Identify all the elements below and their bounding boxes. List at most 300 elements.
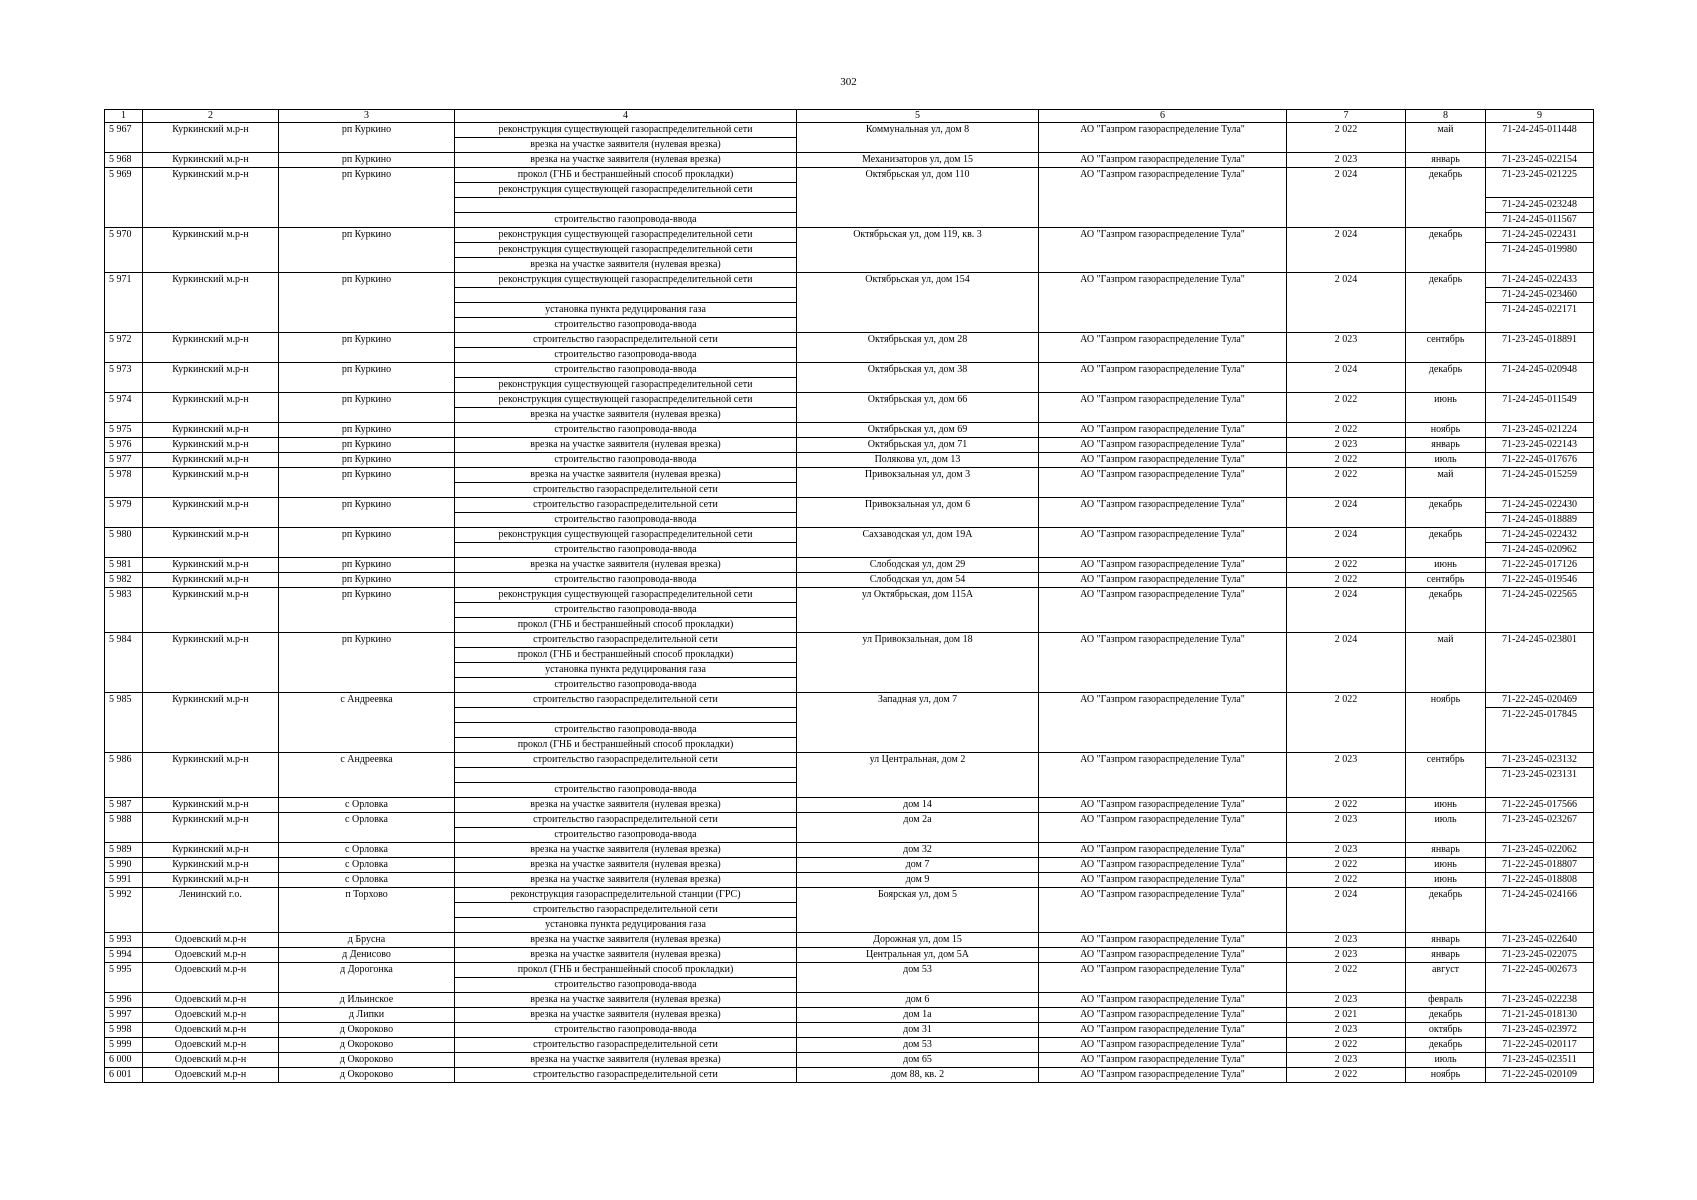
organization-cell: АО "Газпром газораспределение Тула" xyxy=(1039,168,1287,228)
district-cell: Одоевский м.р-н xyxy=(143,1023,279,1038)
year-cell: 2 024 xyxy=(1287,588,1406,633)
address-cell: Слободская ул, дом 29 xyxy=(797,558,1039,573)
work-type-cell: строительство газопровода-ввода xyxy=(455,423,797,438)
year-cell: 2 024 xyxy=(1287,528,1406,558)
request-code-cell: 71-23-245-018891 xyxy=(1486,333,1594,348)
locality-cell: д Окороково xyxy=(279,1053,455,1068)
locality-cell: рп Куркино xyxy=(279,393,455,423)
locality-cell: с Орловка xyxy=(279,798,455,813)
year-cell: 2 022 xyxy=(1287,1068,1406,1083)
work-type-cell: строительство газопровода-ввода xyxy=(455,363,797,378)
year-cell: 2 022 xyxy=(1287,798,1406,813)
table-row xyxy=(105,168,1594,183)
year-cell: 2 023 xyxy=(1287,993,1406,1008)
work-type-cell: врезка на участке заявителя (нулевая врезка) xyxy=(455,948,797,963)
row-number-cell: 5 979 xyxy=(105,498,143,528)
work-type-cell: строительство газопровода-ввода xyxy=(455,828,797,843)
table-row xyxy=(105,528,1594,543)
work-type-cell: врезка на участке заявителя (нулевая врезка) xyxy=(455,858,797,873)
district-cell: Куркинский м.р-н xyxy=(143,453,279,468)
address-cell: дом 53 xyxy=(797,963,1039,993)
request-code-cell: 71-23-245-022143 xyxy=(1486,438,1594,453)
district-cell: Одоевский м.р-н xyxy=(143,948,279,963)
locality-cell: д Брусна xyxy=(279,933,455,948)
work-type-cell: врезка на участке заявителя (нулевая врезка) xyxy=(455,933,797,948)
work-type-cell: установка пункта редуцирования газа xyxy=(455,918,797,933)
year-cell: 2 022 xyxy=(1287,873,1406,888)
organization-cell: АО "Газпром газораспределение Тула" xyxy=(1039,993,1287,1008)
request-code-cell: 71-24-245-023801 xyxy=(1486,633,1594,648)
work-type-cell: прокол (ГНБ и бестраншейный способ прокладки) xyxy=(455,168,797,183)
address-cell: Октябрьская ул, дом 119, кв. 3 xyxy=(797,228,1039,273)
locality-cell: рп Куркино xyxy=(279,633,455,693)
locality-cell: рп Куркино xyxy=(279,123,455,153)
organization-cell: АО "Газпром газораспределение Тула" xyxy=(1039,1038,1287,1053)
work-type-cell: строительство газопровода-ввода xyxy=(455,318,797,333)
month-cell: июнь xyxy=(1406,798,1486,813)
work-type-cell: реконструкция существующей газораспределительной сети xyxy=(455,378,797,393)
district-cell: Куркинский м.р-н xyxy=(143,633,279,693)
work-type-cell xyxy=(455,198,797,213)
work-type-cell xyxy=(455,708,797,723)
column-header: 6 xyxy=(1039,110,1287,123)
work-type-cell: строительство газораспределительной сети xyxy=(455,633,797,648)
request-code-cell: 71-24-245-022433 xyxy=(1486,273,1594,288)
table-row xyxy=(105,693,1594,708)
row-number-cell: 5 992 xyxy=(105,888,143,933)
organization-cell: АО "Газпром газораспределение Тула" xyxy=(1039,843,1287,858)
row-number-cell: 5 990 xyxy=(105,858,143,873)
month-cell: декабрь xyxy=(1406,273,1486,333)
year-cell: 2 024 xyxy=(1287,888,1406,933)
row-number-cell: 5 975 xyxy=(105,423,143,438)
address-cell: Коммунальная ул, дом 8 xyxy=(797,123,1039,153)
district-cell: Одоевский м.р-н xyxy=(143,963,279,993)
request-code-cell: 71-21-245-018130 xyxy=(1486,1008,1594,1023)
table-row xyxy=(105,1008,1594,1023)
district-cell: Куркинский м.р-н xyxy=(143,873,279,888)
request-code-cell: 71-23-245-023132 xyxy=(1486,753,1594,768)
locality-cell: д Окороково xyxy=(279,1068,455,1083)
table-row xyxy=(105,588,1594,603)
work-type-cell: строительство газопровода-ввода xyxy=(455,678,797,693)
table-row xyxy=(105,1053,1594,1068)
table-row xyxy=(105,423,1594,438)
organization-cell: АО "Газпром газораспределение Тула" xyxy=(1039,333,1287,363)
year-cell: 2 021 xyxy=(1287,1008,1406,1023)
locality-cell: с Орловка xyxy=(279,858,455,873)
district-cell: Куркинский м.р-н xyxy=(143,393,279,423)
work-type-cell: строительство газопровода-ввода xyxy=(455,348,797,363)
address-cell: Привокзальная ул, дом 6 xyxy=(797,498,1039,528)
work-type-cell: врезка на участке заявителя (нулевая врезка) xyxy=(455,993,797,1008)
row-number-cell: 5 973 xyxy=(105,363,143,393)
locality-cell: с Орловка xyxy=(279,813,455,843)
organization-cell: АО "Газпром газораспределение Тула" xyxy=(1039,1008,1287,1023)
locality-cell: д Липки xyxy=(279,1008,455,1023)
locality-cell: с Андреевка xyxy=(279,693,455,753)
table-row xyxy=(105,153,1594,168)
address-cell: Дорожная ул, дом 15 xyxy=(797,933,1039,948)
request-code-cell: 71-23-245-021225 xyxy=(1486,168,1594,183)
work-type-cell: прокол (ГНБ и бестраншейный способ прокладки) xyxy=(455,618,797,633)
locality-cell: рп Куркино xyxy=(279,333,455,363)
row-number-cell: 5 991 xyxy=(105,873,143,888)
locality-cell: рп Куркино xyxy=(279,168,455,228)
row-number-cell: 5 969 xyxy=(105,168,143,228)
request-code-cell: 71-24-245-020962 xyxy=(1486,543,1594,558)
organization-cell: АО "Газпром газораспределение Тула" xyxy=(1039,453,1287,468)
locality-cell: д Ильинское xyxy=(279,993,455,1008)
locality-cell: д Окороково xyxy=(279,1023,455,1038)
month-cell: декабрь xyxy=(1406,588,1486,633)
row-number-cell: 5 977 xyxy=(105,453,143,468)
table-row xyxy=(105,858,1594,873)
address-cell: Западная ул, дом 7 xyxy=(797,693,1039,753)
table-row xyxy=(105,228,1594,243)
month-cell: сентябрь xyxy=(1406,573,1486,588)
year-cell: 2 022 xyxy=(1287,693,1406,753)
request-code-cell: 71-23-245-023972 xyxy=(1486,1023,1594,1038)
table-row xyxy=(105,123,1594,138)
month-cell: декабрь xyxy=(1406,168,1486,228)
organization-cell: АО "Газпром газораспределение Тула" xyxy=(1039,798,1287,813)
organization-cell: АО "Газпром газораспределение Тула" xyxy=(1039,753,1287,798)
work-type-cell: строительство газораспределительной сети xyxy=(455,813,797,828)
organization-cell: АО "Газпром газораспределение Тула" xyxy=(1039,693,1287,753)
month-cell: август xyxy=(1406,963,1486,993)
month-cell: декабрь xyxy=(1406,528,1486,558)
column-header: 4 xyxy=(455,110,797,123)
request-code-cell xyxy=(1486,978,1594,993)
table-row xyxy=(105,468,1594,483)
work-type-cell: прокол (ГНБ и бестраншейный способ прокладки) xyxy=(455,963,797,978)
district-cell: Куркинский м.р-н xyxy=(143,153,279,168)
request-code-cell: 71-22-245-017676 xyxy=(1486,453,1594,468)
table-row xyxy=(105,933,1594,948)
address-cell: дом 2а xyxy=(797,813,1039,843)
work-type-cell: врезка на участке заявителя (нулевая врезка) xyxy=(455,843,797,858)
year-cell: 2 023 xyxy=(1287,438,1406,453)
year-cell: 2 022 xyxy=(1287,423,1406,438)
table-row xyxy=(105,363,1594,378)
address-cell: Октябрьская ул, дом 66 xyxy=(797,393,1039,423)
organization-cell: АО "Газпром газораспределение Тула" xyxy=(1039,1053,1287,1068)
work-type-cell: реконструкция существующей газораспределительной сети xyxy=(455,183,797,198)
year-cell: 2 023 xyxy=(1287,1053,1406,1068)
work-type-cell: врезка на участке заявителя (нулевая врезка) xyxy=(455,258,797,273)
row-number-cell: 5 982 xyxy=(105,573,143,588)
request-code-cell xyxy=(1486,603,1594,618)
table-row xyxy=(105,453,1594,468)
table-row xyxy=(105,948,1594,963)
locality-cell: с Андреевка xyxy=(279,753,455,798)
request-code-cell: 71-23-245-022154 xyxy=(1486,153,1594,168)
request-code-cell: 71-22-245-020117 xyxy=(1486,1038,1594,1053)
address-cell: ул Центральная, дом 2 xyxy=(797,753,1039,798)
year-cell: 2 024 xyxy=(1287,498,1406,528)
address-cell: дом 32 xyxy=(797,843,1039,858)
request-code-cell: 71-23-245-023267 xyxy=(1486,813,1594,828)
request-code-cell: 71-23-245-023131 xyxy=(1486,768,1594,783)
work-type-cell: врезка на участке заявителя (нулевая врезка) xyxy=(455,798,797,813)
locality-cell: рп Куркино xyxy=(279,588,455,633)
request-code-cell xyxy=(1486,918,1594,933)
work-type-cell: строительство газопровода-ввода xyxy=(455,783,797,798)
work-type-cell: строительство газопровода-ввода xyxy=(455,573,797,588)
request-code-cell: 71-22-245-017126 xyxy=(1486,558,1594,573)
request-code-cell xyxy=(1486,378,1594,393)
month-cell: декабрь xyxy=(1406,228,1486,273)
locality-cell: рп Куркино xyxy=(279,558,455,573)
address-cell: дом 14 xyxy=(797,798,1039,813)
column-header: 3 xyxy=(279,110,455,123)
district-cell: Куркинский м.р-н xyxy=(143,528,279,558)
table-row xyxy=(105,393,1594,408)
district-cell: Куркинский м.р-н xyxy=(143,498,279,528)
table-row xyxy=(105,573,1594,588)
month-cell: сентябрь xyxy=(1406,753,1486,798)
work-type-cell: строительство газопровода-ввода xyxy=(455,1023,797,1038)
address-cell: Октябрьская ул, дом 28 xyxy=(797,333,1039,363)
district-cell: Куркинский м.р-н xyxy=(143,753,279,798)
work-type-cell: строительство газораспределительной сети xyxy=(455,753,797,768)
work-type-cell: строительство газопровода-ввода xyxy=(455,603,797,618)
district-cell: Одоевский м.р-н xyxy=(143,933,279,948)
district-cell: Куркинский м.р-н xyxy=(143,693,279,753)
district-cell: Куркинский м.р-н xyxy=(143,858,279,873)
locality-cell: рп Куркино xyxy=(279,468,455,498)
year-cell: 2 023 xyxy=(1287,1023,1406,1038)
request-code-cell: 71-23-245-022238 xyxy=(1486,993,1594,1008)
locality-cell: д Дорогонка xyxy=(279,963,455,993)
row-number-cell: 5 987 xyxy=(105,798,143,813)
address-cell: Слободская ул, дом 54 xyxy=(797,573,1039,588)
locality-cell: рп Куркино xyxy=(279,363,455,393)
table-row xyxy=(105,993,1594,1008)
month-cell: июль xyxy=(1406,1053,1486,1068)
request-code-cell: 71-22-245-020109 xyxy=(1486,1068,1594,1083)
organization-cell: АО "Газпром газораспределение Тула" xyxy=(1039,468,1287,498)
address-cell: Октябрьская ул, дом 69 xyxy=(797,423,1039,438)
organization-cell: АО "Газпром газораспределение Тула" xyxy=(1039,363,1287,393)
year-cell: 2 023 xyxy=(1287,948,1406,963)
organization-cell: АО "Газпром газораспределение Тула" xyxy=(1039,558,1287,573)
address-cell: дом 1а xyxy=(797,1008,1039,1023)
year-cell: 2 022 xyxy=(1287,453,1406,468)
table-row xyxy=(105,558,1594,573)
month-cell: ноябрь xyxy=(1406,1068,1486,1083)
request-code-cell xyxy=(1486,783,1594,798)
table-row xyxy=(105,843,1594,858)
request-code-cell: 71-22-245-020469 xyxy=(1486,693,1594,708)
work-type-cell: врезка на участке заявителя (нулевая врезка) xyxy=(455,438,797,453)
address-cell: Сахзаводская ул, дом 19А xyxy=(797,528,1039,558)
work-type-cell: строительство газораспределительной сети xyxy=(455,498,797,513)
row-number-cell: 5 968 xyxy=(105,153,143,168)
year-cell: 2 024 xyxy=(1287,633,1406,693)
district-cell: Куркинский м.р-н xyxy=(143,588,279,633)
table-row xyxy=(105,873,1594,888)
address-cell: дом 88, кв. 2 xyxy=(797,1068,1039,1083)
work-type-cell: прокол (ГНБ и бестраншейный способ прокладки) xyxy=(455,648,797,663)
table-row xyxy=(105,813,1594,828)
address-cell: дом 31 xyxy=(797,1023,1039,1038)
request-code-cell xyxy=(1486,903,1594,918)
district-cell: Куркинский м.р-н xyxy=(143,843,279,858)
organization-cell: АО "Газпром газораспределение Тула" xyxy=(1039,153,1287,168)
row-number-cell: 6 001 xyxy=(105,1068,143,1083)
row-number-cell: 5 993 xyxy=(105,933,143,948)
work-type-cell: строительство газораспределительной сети xyxy=(455,333,797,348)
work-type-cell: строительство газораспределительной сети xyxy=(455,1068,797,1083)
work-type-cell: строительство газораспределительной сети xyxy=(455,483,797,498)
month-cell: июнь xyxy=(1406,393,1486,423)
table-row xyxy=(105,498,1594,513)
request-code-cell xyxy=(1486,348,1594,363)
request-code-cell: 71-23-245-021224 xyxy=(1486,423,1594,438)
month-cell: декабрь xyxy=(1406,498,1486,528)
row-number-cell: 6 000 xyxy=(105,1053,143,1068)
row-number-cell: 5 994 xyxy=(105,948,143,963)
month-cell: май xyxy=(1406,123,1486,153)
work-type-cell: врезка на участке заявителя (нулевая врезка) xyxy=(455,138,797,153)
row-number-cell: 5 967 xyxy=(105,123,143,153)
request-code-cell xyxy=(1486,678,1594,693)
organization-cell: АО "Газпром газораспределение Тула" xyxy=(1039,933,1287,948)
row-number-cell: 5 996 xyxy=(105,993,143,1008)
organization-cell: АО "Газпром газораспределение Тула" xyxy=(1039,948,1287,963)
address-cell: ул Привокзальная, дом 18 xyxy=(797,633,1039,693)
organization-cell: АО "Газпром газораспределение Тула" xyxy=(1039,888,1287,933)
address-cell: Октябрьская ул, дом 154 xyxy=(797,273,1039,333)
address-cell: дом 65 xyxy=(797,1053,1039,1068)
column-header: 5 xyxy=(797,110,1039,123)
district-cell: Одоевский м.р-н xyxy=(143,993,279,1008)
district-cell: Куркинский м.р-н xyxy=(143,813,279,843)
year-cell: 2 023 xyxy=(1287,333,1406,363)
organization-cell: АО "Газпром газораспределение Тула" xyxy=(1039,273,1287,333)
row-number-cell: 5 988 xyxy=(105,813,143,843)
address-cell: дом 53 xyxy=(797,1038,1039,1053)
request-code-cell: 71-24-245-022430 xyxy=(1486,498,1594,513)
work-type-cell: реконструкция существующей газораспределительной сети xyxy=(455,243,797,258)
month-cell: октябрь xyxy=(1406,1023,1486,1038)
work-type-cell xyxy=(455,768,797,783)
request-code-cell: 71-24-245-011567 xyxy=(1486,213,1594,228)
address-cell: Центральная ул, дом 5А xyxy=(797,948,1039,963)
year-cell: 2 023 xyxy=(1287,753,1406,798)
request-code-cell: 71-23-245-022640 xyxy=(1486,933,1594,948)
request-code-cell xyxy=(1486,618,1594,633)
organization-cell: АО "Газпром газораспределение Тула" xyxy=(1039,573,1287,588)
row-number-cell: 5 997 xyxy=(105,1008,143,1023)
locality-cell: рп Куркино xyxy=(279,453,455,468)
district-cell: Одоевский м.р-н xyxy=(143,1038,279,1053)
year-cell: 2 022 xyxy=(1287,468,1406,498)
row-number-cell: 5 999 xyxy=(105,1038,143,1053)
year-cell: 2 024 xyxy=(1287,168,1406,228)
year-cell: 2 023 xyxy=(1287,813,1406,843)
row-number-cell: 5 983 xyxy=(105,588,143,633)
year-cell: 2 022 xyxy=(1287,573,1406,588)
table-row xyxy=(105,1038,1594,1053)
table-row xyxy=(105,798,1594,813)
month-cell: декабрь xyxy=(1406,1038,1486,1053)
table-row xyxy=(105,438,1594,453)
column-header: 8 xyxy=(1406,110,1486,123)
request-code-cell: 71-24-245-023248 xyxy=(1486,198,1594,213)
month-cell: январь xyxy=(1406,933,1486,948)
request-code-cell: 71-24-245-015259 xyxy=(1486,468,1594,483)
work-type-cell: строительство газопровода-ввода xyxy=(455,543,797,558)
work-type-cell: реконструкция существующей газораспределительной сети xyxy=(455,528,797,543)
work-type-cell: врезка на участке заявителя (нулевая врезка) xyxy=(455,408,797,423)
address-cell: дом 7 xyxy=(797,858,1039,873)
work-type-cell: врезка на участке заявителя (нулевая врезка) xyxy=(455,153,797,168)
month-cell: июнь xyxy=(1406,858,1486,873)
month-cell: январь xyxy=(1406,948,1486,963)
district-cell: Одоевский м.р-н xyxy=(143,1053,279,1068)
request-code-cell: 71-23-245-023511 xyxy=(1486,1053,1594,1068)
row-number-cell: 5 984 xyxy=(105,633,143,693)
organization-cell: АО "Газпром газораспределение Тула" xyxy=(1039,1068,1287,1083)
work-type-cell: строительство газораспределительной сети xyxy=(455,693,797,708)
column-header: 1 xyxy=(105,110,143,123)
request-code-cell: 71-23-245-022075 xyxy=(1486,948,1594,963)
organization-cell: АО "Газпром газораспределение Тула" xyxy=(1039,633,1287,693)
row-number-cell: 5 989 xyxy=(105,843,143,858)
month-cell: июль xyxy=(1406,453,1486,468)
work-type-cell: реконструкция существующей газораспределительной сети xyxy=(455,228,797,243)
request-code-cell: 71-24-245-020948 xyxy=(1486,363,1594,378)
district-cell: Куркинский м.р-н xyxy=(143,423,279,438)
organization-cell: АО "Газпром газораспределение Тула" xyxy=(1039,228,1287,273)
work-type-cell: врезка на участке заявителя (нулевая врезка) xyxy=(455,1053,797,1068)
district-cell: Куркинский м.р-н xyxy=(143,273,279,333)
request-code-cell: 71-22-245-019546 xyxy=(1486,573,1594,588)
month-cell: декабрь xyxy=(1406,363,1486,393)
request-code-cell xyxy=(1486,258,1594,273)
address-cell: Полякова ул, дом 13 xyxy=(797,453,1039,468)
work-type-cell: реконструкция газораспределительной станции (ГРС) xyxy=(455,888,797,903)
locality-cell: рп Куркино xyxy=(279,153,455,168)
request-code-cell xyxy=(1486,723,1594,738)
work-type-cell: строительство газопровода-ввода xyxy=(455,213,797,228)
locality-cell: рп Куркино xyxy=(279,498,455,528)
row-number-cell: 5 986 xyxy=(105,753,143,798)
table-row xyxy=(105,1023,1594,1038)
request-code-cell: 71-24-245-022565 xyxy=(1486,588,1594,603)
row-number-cell: 5 981 xyxy=(105,558,143,573)
work-type-cell: строительство газопровода-ввода xyxy=(455,723,797,738)
request-code-cell xyxy=(1486,663,1594,678)
organization-cell: АО "Газпром газораспределение Тула" xyxy=(1039,423,1287,438)
address-cell: дом 9 xyxy=(797,873,1039,888)
work-type-cell xyxy=(455,288,797,303)
address-cell: Механизаторов ул, дом 15 xyxy=(797,153,1039,168)
work-type-cell: врезка на участке заявителя (нулевая врезка) xyxy=(455,558,797,573)
work-type-cell: врезка на участке заявителя (нулевая врезка) xyxy=(455,873,797,888)
request-code-cell xyxy=(1486,828,1594,843)
request-code-cell: 71-24-245-011448 xyxy=(1486,123,1594,138)
request-code-cell xyxy=(1486,648,1594,663)
table-row xyxy=(105,1068,1594,1083)
request-code-cell: 71-24-245-022171 xyxy=(1486,303,1594,318)
work-type-cell: установка пункта редуцирования газа xyxy=(455,303,797,318)
address-cell: Боярская ул, дом 5 xyxy=(797,888,1039,933)
locality-cell: д Окороково xyxy=(279,1038,455,1053)
